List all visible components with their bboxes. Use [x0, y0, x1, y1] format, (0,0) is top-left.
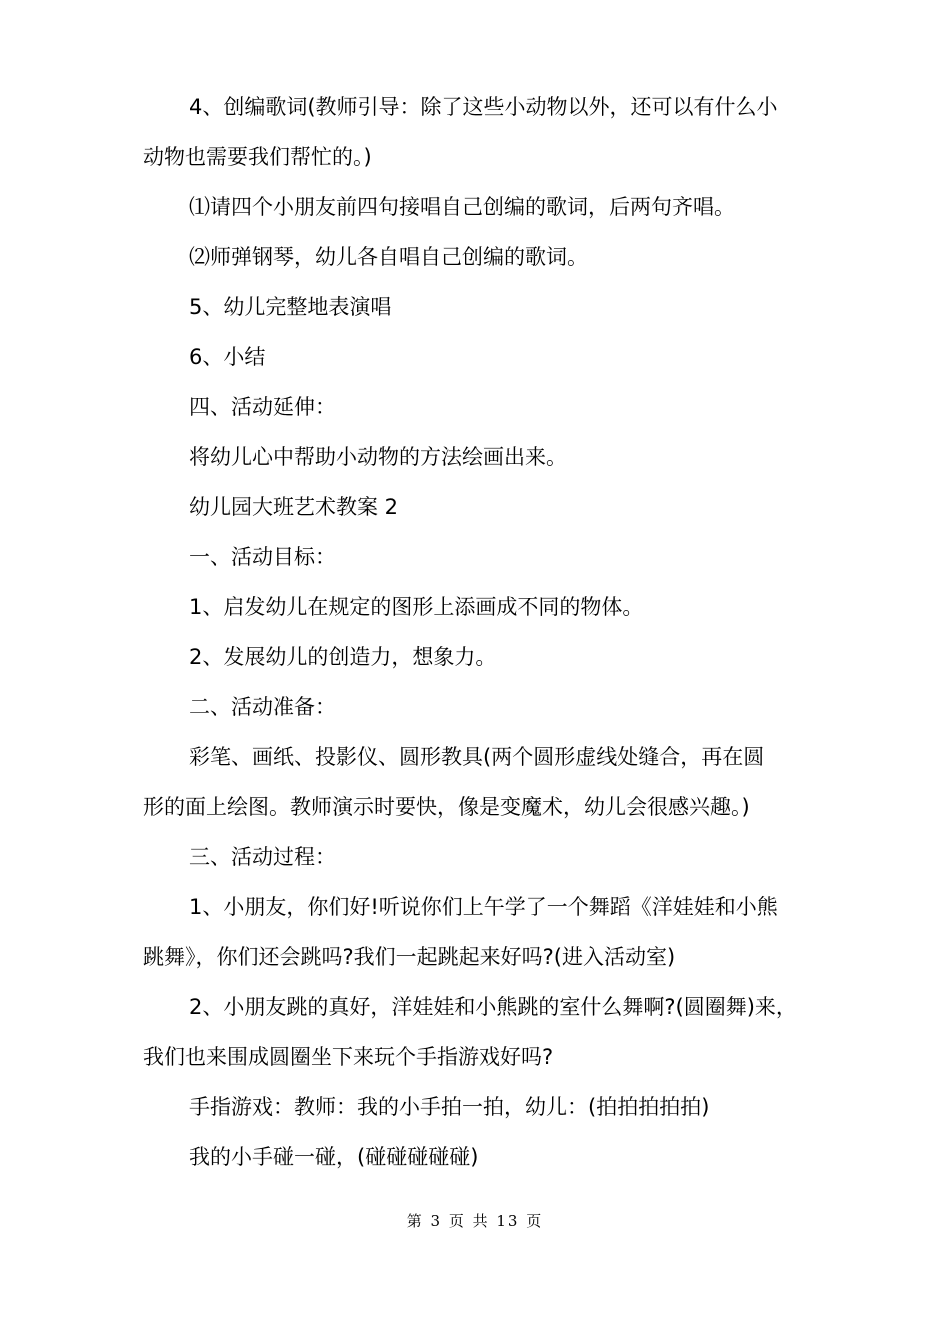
paragraph-line: 我们也来围成圆圈坐下来玩个手指游戏好吗?: [143, 1045, 554, 1069]
paragraph-sub2: ⑵师弹钢琴，幼儿各自唱自己创编的歌词。: [189, 245, 588, 269]
paragraph-finger-game-line2: 我的小手碰一碰，(碰碰碰碰碰): [189, 1145, 479, 1169]
paragraph-line: 跳舞》，你们还会跳吗?我们一起跳起来好吗?(进入活动室): [143, 945, 676, 969]
paragraph-step4-create-lyrics: [143, 95, 815, 170]
paragraph-step5: 5、幼儿完整地表演唱: [189, 295, 392, 319]
page-number-footer: 第 3 页 共 13 页: [406, 1212, 544, 1230]
section-heading-extension: 四、活动延伸：: [189, 395, 336, 419]
paragraph-extension: 将幼儿心中帮助小动物的方法绘画出来。: [189, 445, 567, 469]
paragraph-goal2: 2、发展幼儿的创造力，想象力。: [189, 645, 497, 669]
paragraph-preparation: [143, 745, 815, 820]
paragraph-sub1: ⑴请四个小朋友前四句接唱自己创编的歌词，后两句齐唱。: [189, 195, 735, 219]
paragraph-line: 形的面上绘图。教师演示时要快，像是变魔术，幼儿会很感兴趣。): [143, 795, 750, 819]
paragraph-process2: [143, 995, 815, 1070]
section-heading-preparation: 二、活动准备：: [189, 695, 336, 719]
paragraph-step6: 6、小结: [189, 345, 266, 369]
paragraph-process1: [143, 895, 815, 970]
paragraph-line: 4、创编歌词(教师引导：除了这些小动物以外，还可以有什么小: [189, 95, 778, 119]
section-heading-process: 三、活动过程：: [189, 845, 336, 869]
document-body: [143, 95, 815, 1195]
paragraph-line: 2、小朋友跳的真好，洋娃娃和小熊跳的室什么舞啊?(圆圈舞)来，: [189, 995, 797, 1019]
lesson-title: 幼儿园大班艺术教案 2: [189, 495, 399, 519]
section-heading-goals: 一、活动目标：: [189, 545, 336, 569]
paragraph-goal1: 1、启发幼儿在规定的图形上添画成不同的物体。: [189, 595, 644, 619]
paragraph-finger-game: 手指游戏：教师：我的小手拍一拍，幼儿：(拍拍拍拍拍): [189, 1095, 710, 1119]
paragraph-line: 动物也需要我们帮忙的。): [143, 145, 372, 169]
paragraph-line: 彩笔、画纸、投影仪、圆形教具(两个圆形虚线处缝合，再在圆: [189, 745, 765, 769]
paragraph-line: 1、小朋友，你们好!听说你们上午学了一个舞蹈《洋娃娃和小熊: [189, 895, 778, 919]
